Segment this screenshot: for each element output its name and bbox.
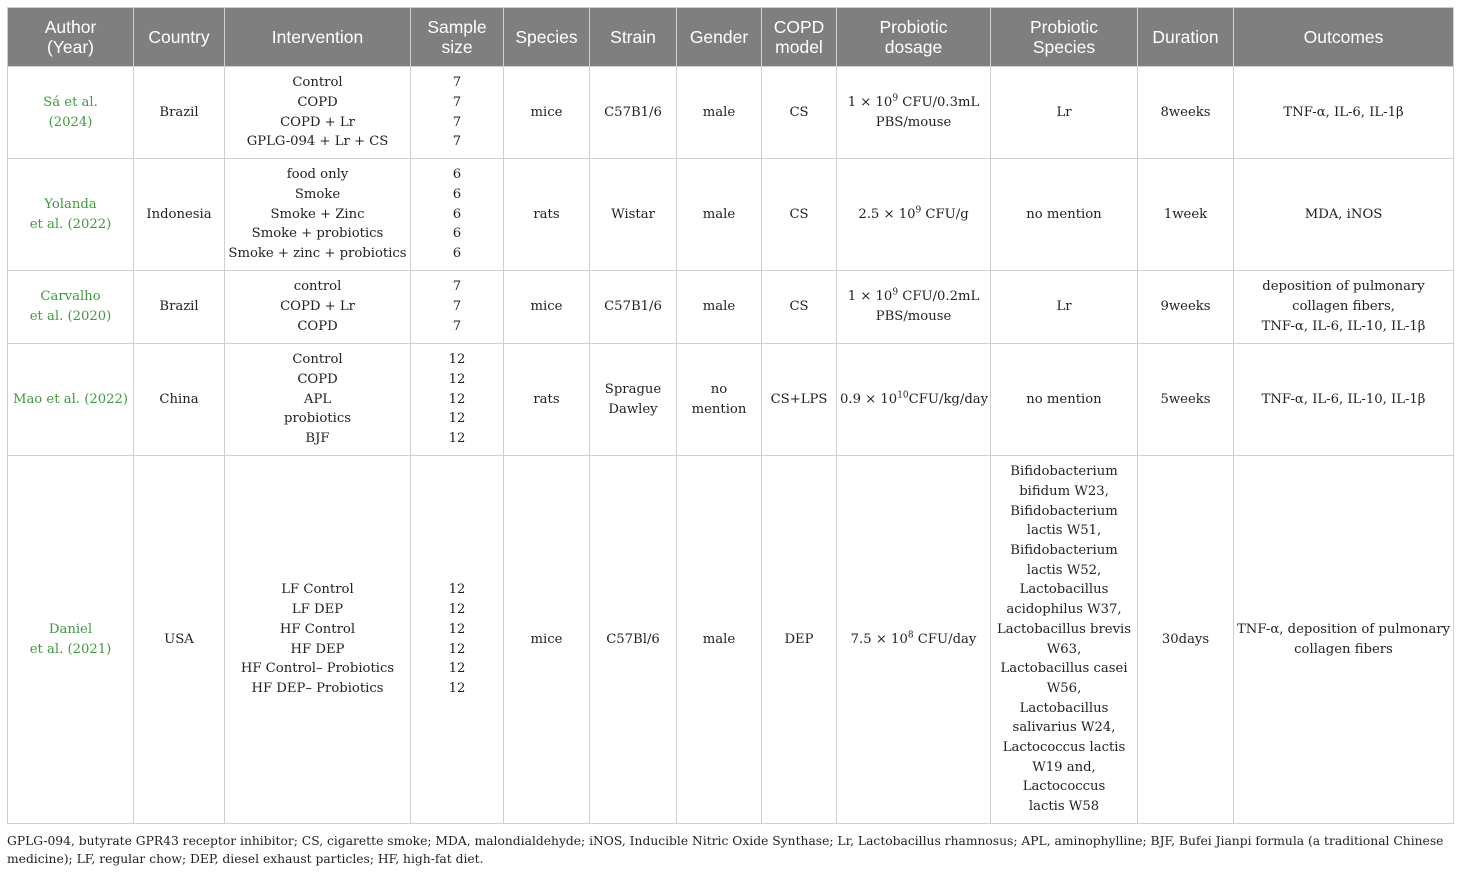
probiotic-species-cell-line: Lactococcus lactis [1002,740,1126,756]
author-link: Daniel [48,621,93,637]
author-cell [8,67,134,159]
intervention-cell-line: HF Control [279,621,356,637]
probiotic-species-cell-line: Lactobacillus brevis [996,621,1132,637]
author-cell [8,271,134,344]
table-row [8,344,1454,456]
author-link: (2024) [48,114,93,130]
author-cell [8,344,134,456]
author-link: et al. (2021) [29,641,112,657]
strain-cell-line: Dawley [608,401,658,417]
dosage-pre: 7.5 × 10 [850,631,908,647]
probiotic-species-cell-line: Lactobacillus [1019,700,1109,716]
sample-size-cell-line: 12 [448,411,466,427]
intervention-cell [225,344,411,456]
probiotic-species-cell-line: bifidum W23, [1019,483,1109,499]
intervention-cell-line: COPD [297,318,338,334]
table-body [8,67,1454,824]
outcomes-cell-line: TNF-α, IL-6, IL-10, IL-1β [1261,318,1426,334]
gender-cell [677,271,762,344]
intervention-cell-line: food only [286,167,349,183]
strain-cell-line: Sprague [604,381,662,397]
dosage-line [840,287,987,307]
dosage-line [840,390,987,410]
sample-size-cell [411,271,504,344]
gender-cell-line: no [710,381,728,397]
outcomes-cell-line: TNF-α, IL-6, IL-1β [1283,104,1404,120]
intervention-cell-line: LF Control [281,582,354,598]
probiotic-species-cell [991,271,1138,344]
intervention-cell-line: Control [292,75,343,91]
probiotic-species-cell-line: lactis W52, [1026,562,1102,578]
strain-cell [590,344,677,456]
outcomes-cell [1234,344,1454,456]
sample-size-cell-line: 12 [448,661,466,677]
strain-cell [590,271,677,344]
table-row [8,271,1454,344]
intervention-cell-line: HF Control– Probiotics [240,661,395,677]
probiotic-species-cell-line: lactis W51, [1026,523,1102,539]
sample-size-cell-line: 6 [452,206,462,222]
header-species: Species [504,8,590,67]
dosage-line: PBS/mouse [875,114,952,130]
dosage-post: CFU/g [921,206,969,222]
country-cell: USA [134,456,225,824]
probiotic-species-cell-line: Lactobacillus casei [1000,661,1128,677]
duration-cell: 9weeks [1138,271,1234,344]
probiotic-species-cell-line: no mention [1026,206,1102,222]
sample-size-cell-line: 7 [452,75,462,91]
header-probiotic-species: Probiotic Species [991,8,1138,67]
dosage-post: CFU/0.3mL [898,94,980,110]
probiotic-species-cell-line: Lactobacillus [1019,582,1109,598]
outcomes-cell-line: MDA, iNOS [1304,206,1383,222]
sample-size-cell-line: 7 [452,134,462,150]
intervention-cell-line: Control [292,352,343,368]
sample-size-cell-line: 6 [452,186,462,202]
species-cell: mice [504,67,590,159]
probiotic-species-cell-line: Lr [1056,104,1072,120]
intervention-cell [225,271,411,344]
probiotic-species-cell-line: acidophilus W37, [1006,602,1122,618]
intervention-cell-line: Smoke + Zinc [270,206,365,222]
country-cell: Indonesia [134,159,225,271]
dosage-post: CFU/kg/day [908,391,989,407]
strain-cell [590,67,677,159]
intervention-cell-line: Smoke + zinc + probiotics [228,246,407,262]
header-strain: Strain [590,8,677,67]
author-link: Yolanda [44,196,97,212]
strain-cell-line: Wistar [611,206,655,222]
country-cell: China [134,344,225,456]
dosage-cell [837,67,991,159]
author-link: Carvalho [40,289,101,305]
intervention-cell-line: HF DEP– Probiotics [251,680,384,696]
gender-cell [677,344,762,456]
probiotic-species-cell-line: W19 and, [1032,759,1096,775]
author-link: et al. (2020) [29,309,112,324]
table-row [8,67,1454,159]
sample-size-cell [411,159,504,271]
duration-cell: 30days [1138,456,1234,824]
header-copd-model: COPD model [762,8,837,67]
outcomes-cell-line: deposition of pulmonary [1262,279,1425,295]
probiotic-species-cell-line: lactis W58 [1028,799,1100,815]
dosage-pre: 2.5 × 10 [858,206,916,222]
dosage-exp: 10 [897,390,909,401]
probiotic-species-cell-line: Bifidobacterium [1010,503,1118,519]
dosage-line [840,630,987,650]
dosage-line [840,93,987,113]
outcomes-cell-line: collagen fibers, [1292,299,1395,315]
country-cell: Brazil [134,67,225,159]
probiotic-species-cell-line: Lr [1056,299,1072,315]
gender-cell-line: male [702,299,736,315]
header-intervention: Intervention [225,8,411,67]
intervention-cell-line: COPD + Lr [280,299,355,315]
dosage-post: CFU/day [913,631,977,647]
sample-size-cell-line: 7 [452,114,462,130]
probiotic-species-cell-line: W63, [1046,641,1082,657]
gender-cell-line: mention [691,401,747,417]
header-author: Author (Year) [8,8,134,67]
intervention-cell-line: APL [303,391,332,407]
dosage-cell [837,159,991,271]
probiotic-species-cell-line: salivarius W24, [1012,720,1116,736]
sample-size-cell-line: 12 [448,621,466,637]
probiotic-species-cell [991,456,1138,824]
sample-size-cell-line: 6 [452,167,462,183]
header-outcomes: Outcomes [1234,8,1454,67]
probiotic-species-cell-line: no mention [1026,391,1102,407]
sample-size-cell-line: 12 [448,602,466,618]
sample-size-cell-line: 12 [448,391,466,407]
strain-cell-line: C57B1/6 [604,104,662,120]
author-link: Mao et al. (2022) [12,391,129,407]
sample-size-cell [411,67,504,159]
outcomes-cell-line: TNF-α, IL-6, IL-10, IL-1β [1261,391,1426,407]
dosage-cell [837,271,991,344]
gender-cell-line: male [702,206,736,222]
species-cell: rats [504,159,590,271]
sample-size-cell-line: 12 [448,352,466,368]
copd-model-cell: DEP [762,456,837,824]
probiotic-species-cell [991,344,1138,456]
sample-size-cell-line: 12 [448,680,466,696]
intervention-cell-line: COPD [297,94,338,110]
outcomes-cell [1234,271,1454,344]
table-row [8,456,1454,824]
dosage-exp: 9 [892,93,899,104]
gender-cell-line: male [702,631,736,647]
probiotic-species-cell-line: Lactococcus [1022,779,1106,795]
intervention-cell-line: BJF [305,431,330,447]
header-gender: Gender [677,8,762,67]
species-cell: rats [504,344,590,456]
sample-size-cell-line: 12 [448,641,466,657]
sample-size-cell-line: 7 [452,279,462,295]
sample-size-cell-line: 7 [452,299,462,315]
dosage-pre: 1 × 10 [847,289,893,305]
sample-size-cell [411,456,504,824]
table-row [8,159,1454,271]
outcomes-cell [1234,67,1454,159]
intervention-cell-line: HF DEP [290,641,345,657]
sample-size-cell-line: 12 [448,582,466,598]
copd-model-cell: CS [762,271,837,344]
header-duration: Duration [1138,8,1234,67]
duration-cell: 5weeks [1138,344,1234,456]
header-row [8,8,1454,67]
outcomes-cell [1234,456,1454,824]
author-link: Sá et al. [43,94,98,110]
dosage-line [840,205,987,225]
studies-table-wrapper [7,7,1453,824]
probiotic-species-cell [991,159,1138,271]
author-cell [8,456,134,824]
intervention-cell [225,159,411,271]
dosage-line: PBS/mouse [875,309,952,324]
intervention-cell-line: COPD + Lr [280,114,355,130]
dosage-exp: 9 [915,205,922,216]
strain-cell-line: C57B1/6 [604,299,662,315]
intervention-cell-line: Smoke + probiotics [251,226,384,242]
gender-cell-line: male [702,104,736,120]
intervention-cell-line: Smoke [294,186,341,202]
author-cell [8,159,134,271]
outcomes-cell-line: TNF-α, deposition of pulmonary [1237,621,1451,637]
intervention-cell [225,67,411,159]
probiotic-species-cell [991,67,1138,159]
probiotic-species-cell-line: W56, [1046,680,1082,696]
probiotic-species-cell-line: Bifidobacterium [1010,464,1118,480]
probiotic-species-cell-line: Bifidobacterium [1010,542,1118,558]
table-footnote: GPLG-094, butyrate GPR43 receptor inhibitor; CS, cigarette smoke; MDA, malondialdehyde; iNOS, Inducible Nitric Oxide Synthase; Lr, Lactobacillus rhamnosus; APL, aminophylline; BJF, Bufei Jianpi formula (a traditional Chinese medicine); LF, regular chow; DEP, diesel exhaust particles; HF, high-fat diet. [7,834,1444,866]
copd-model-cell: CS+LPS [762,344,837,456]
strain-cell-line: C57Bl/6 [606,631,660,647]
species-cell: mice [504,456,590,824]
studies-table [7,7,1454,824]
sample-size-cell-line: 7 [452,94,462,110]
dosage-pre: 1 × 10 [847,94,893,110]
header-sample-size: Sample size [411,8,504,67]
dosage-exp: 9 [892,287,899,298]
author-link: et al. (2022) [29,216,112,232]
gender-cell [677,159,762,271]
dosage-pre: 0.9 × 10 [840,391,898,407]
gender-cell [677,456,762,824]
outcomes-cell [1234,159,1454,271]
sample-size-cell-line: 7 [452,318,462,334]
dosage-post: CFU/0.2mL [898,289,980,305]
gender-cell [677,67,762,159]
intervention-cell [225,456,411,824]
sample-size-cell-line: 6 [452,226,462,242]
intervention-cell-line: probiotics [284,411,351,427]
sample-size-cell-line: 12 [448,371,466,387]
strain-cell [590,456,677,824]
intervention-cell-line: COPD [297,371,338,387]
copd-model-cell: CS [762,159,837,271]
intervention-cell-line: control [293,279,342,295]
sample-size-cell-line: 6 [452,246,462,262]
outcomes-cell-line: collagen fibers [1294,641,1393,657]
intervention-cell-line: LF DEP [291,602,344,618]
sample-size-cell [411,344,504,456]
duration-cell: 8weeks [1138,67,1234,159]
strain-cell [590,159,677,271]
dosage-cell [837,344,991,456]
header-probiotic-dosage: Probiotic dosage [837,8,991,67]
copd-model-cell: CS [762,67,837,159]
header-country: Country [134,8,225,67]
intervention-cell-line: GPLG-094 + Lr + CS [246,134,389,150]
sample-size-cell-line: 12 [448,431,466,447]
dosage-cell [837,456,991,824]
species-cell: mice [504,271,590,344]
country-cell: Brazil [134,271,225,344]
dosage-exp: 8 [907,630,914,641]
duration-cell: 1week [1138,159,1234,271]
